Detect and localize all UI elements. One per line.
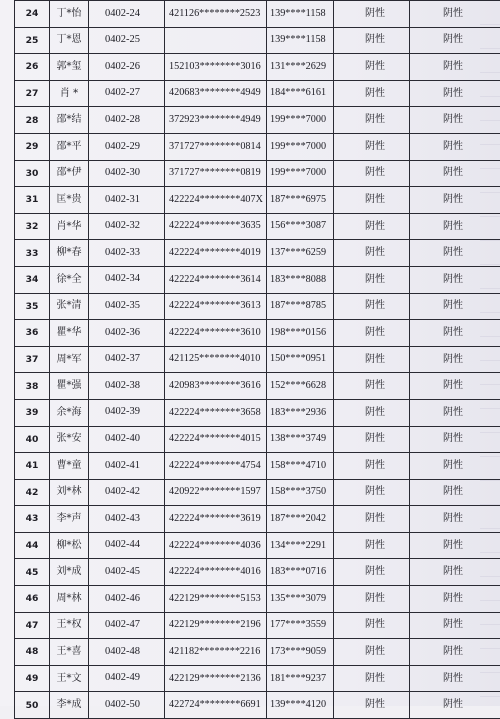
sample-code-cell: 0402-48	[89, 639, 165, 666]
phone-number-cell: 137****6259	[267, 240, 334, 267]
sample-code-cell: 0402-46	[89, 586, 165, 613]
sample-code-cell: 0402-40	[89, 426, 165, 453]
row-number-cell: 44	[15, 532, 50, 559]
table-row	[15, 160, 500, 187]
row-number-cell: 47	[15, 612, 50, 639]
phone-number-cell: 139****4120	[267, 692, 334, 719]
person-name-cell: 张*安	[50, 426, 89, 453]
sample-code-cell: 0402-26	[89, 54, 165, 81]
test-result-2-cell: 阴性	[410, 373, 500, 400]
test-result-2-cell: 阴性	[410, 692, 500, 719]
sample-code-cell: 0402-50	[89, 692, 165, 719]
person-name-cell: 周*林	[50, 586, 89, 613]
id-number-cell: 422224********3613	[165, 293, 267, 320]
sample-code-cell: 0402-27	[89, 80, 165, 107]
person-name-cell: 王*文	[50, 665, 89, 692]
sample-code-cell: 0402-44	[89, 532, 165, 559]
test-result-1-cell: 阴性	[334, 107, 410, 134]
row-number-cell: 28	[15, 107, 50, 134]
test-result-1-cell: 阴性	[334, 160, 410, 187]
id-number-cell: 422224********3614	[165, 266, 267, 293]
person-name-cell: 柳*松	[50, 532, 89, 559]
id-number-cell: 371727********0819	[165, 160, 267, 187]
test-result-2-cell: 阴性	[410, 586, 500, 613]
person-name-cell: 张*清	[50, 293, 89, 320]
row-number-cell: 24	[15, 1, 50, 28]
table-row	[15, 373, 500, 400]
table-row	[15, 293, 500, 320]
test-result-1-cell: 阴性	[334, 426, 410, 453]
row-number-cell: 41	[15, 453, 50, 480]
row-number-cell: 25	[15, 27, 50, 54]
id-number-cell: 422129********5153	[165, 586, 267, 613]
test-result-1-cell: 阴性	[334, 532, 410, 559]
test-result-1-cell: 阴性	[334, 453, 410, 480]
sample-code-cell: 0402-34	[89, 266, 165, 293]
test-result-2-cell: 阴性	[410, 187, 500, 214]
phone-number-cell: 183****2936	[267, 399, 334, 426]
sample-code-cell: 0402-36	[89, 320, 165, 347]
person-name-cell: 王*喜	[50, 639, 89, 666]
row-number-cell: 42	[15, 479, 50, 506]
sample-code-cell: 0402-45	[89, 559, 165, 586]
id-number-cell: 422224********407X	[165, 187, 267, 214]
row-number-cell: 40	[15, 426, 50, 453]
person-name-cell: 李*声	[50, 506, 89, 533]
id-number-cell: 422224********3635	[165, 213, 267, 240]
test-result-2-cell: 阴性	[410, 54, 500, 81]
test-result-2-cell: 阴性	[410, 479, 500, 506]
test-result-1-cell: 阴性	[334, 665, 410, 692]
id-number-cell: 422224********4036	[165, 532, 267, 559]
person-name-cell: 丁*怡	[50, 1, 89, 28]
phone-number-cell: 139****1158	[267, 27, 334, 54]
row-number-cell: 37	[15, 346, 50, 373]
id-number-cell: 152103********3016	[165, 54, 267, 81]
table-row	[15, 240, 500, 267]
table-row	[15, 692, 500, 719]
test-result-1-cell: 阴性	[334, 54, 410, 81]
test-result-2-cell: 阴性	[410, 346, 500, 373]
test-result-1-cell: 阴性	[334, 479, 410, 506]
phone-number-cell: 183****0716	[267, 559, 334, 586]
test-result-1-cell: 阴性	[334, 320, 410, 347]
sample-code-cell: 0402-32	[89, 213, 165, 240]
id-number-cell: 371727********0814	[165, 133, 267, 160]
test-result-1-cell: 阴性	[334, 612, 410, 639]
table-row	[15, 266, 500, 293]
test-result-1-cell: 阴性	[334, 373, 410, 400]
sample-code-cell: 0402-28	[89, 107, 165, 134]
table-row	[15, 133, 500, 160]
phone-number-cell: 199****7000	[267, 160, 334, 187]
test-result-2-cell: 阴性	[410, 320, 500, 347]
phone-number-cell: 173****9059	[267, 639, 334, 666]
row-number-cell: 30	[15, 160, 50, 187]
person-name-cell: 周*军	[50, 346, 89, 373]
id-number-cell: 422224********3619	[165, 506, 267, 533]
person-name-cell: 刘*成	[50, 559, 89, 586]
test-result-1-cell: 阴性	[334, 240, 410, 267]
row-number-cell: 43	[15, 506, 50, 533]
table-row	[15, 107, 500, 134]
table-row	[15, 54, 500, 81]
phone-number-cell: 183****8088	[267, 266, 334, 293]
phone-number-cell: 158****4710	[267, 453, 334, 480]
phone-number-cell: 177****3559	[267, 612, 334, 639]
sample-code-cell: 0402-47	[89, 612, 165, 639]
phone-number-cell: 152****6628	[267, 373, 334, 400]
row-number-cell: 34	[15, 266, 50, 293]
table-row	[15, 665, 500, 692]
id-number-cell: 422224********3610	[165, 320, 267, 347]
id-number-cell: 420983********3616	[165, 373, 267, 400]
id-number-cell: 421126********2523	[165, 1, 267, 28]
row-number-cell: 29	[15, 133, 50, 160]
person-name-cell: 徐*全	[50, 266, 89, 293]
test-result-2-cell: 阴性	[410, 559, 500, 586]
id-number-cell: 422224********4019	[165, 240, 267, 267]
sample-code-cell: 0402-29	[89, 133, 165, 160]
test-result-2-cell: 阴性	[410, 80, 500, 107]
person-name-cell: 肖*华	[50, 213, 89, 240]
test-result-1-cell: 阴性	[334, 266, 410, 293]
test-result-2-cell: 阴性	[410, 27, 500, 54]
test-result-2-cell: 阴性	[410, 665, 500, 692]
test-result-1-cell: 阴性	[334, 692, 410, 719]
person-name-cell: 瞿*强	[50, 373, 89, 400]
test-result-2-cell: 阴性	[410, 506, 500, 533]
table-row	[15, 586, 500, 613]
phone-number-cell: 131****2629	[267, 54, 334, 81]
id-number-cell: 372923********4949	[165, 107, 267, 134]
row-number-cell: 49	[15, 665, 50, 692]
sample-code-cell: 0402-39	[89, 399, 165, 426]
person-name-cell: 王*权	[50, 612, 89, 639]
row-number-cell: 31	[15, 187, 50, 214]
test-result-1-cell: 阴性	[334, 586, 410, 613]
row-number-cell: 38	[15, 373, 50, 400]
phone-number-cell: 138****3749	[267, 426, 334, 453]
test-result-1-cell: 阴性	[334, 293, 410, 320]
table-row	[15, 426, 500, 453]
person-name-cell: 邵*平	[50, 133, 89, 160]
sample-code-cell: 0402-35	[89, 293, 165, 320]
sample-code-cell: 0402-42	[89, 479, 165, 506]
id-number-cell: 420683********4949	[165, 80, 267, 107]
phone-number-cell: 139****1158	[267, 1, 334, 28]
row-number-cell: 32	[15, 213, 50, 240]
phone-number-cell: 150****0951	[267, 346, 334, 373]
row-number-cell: 45	[15, 559, 50, 586]
test-result-2-cell: 阴性	[410, 639, 500, 666]
test-result-2-cell: 阴性	[410, 293, 500, 320]
test-result-2-cell: 阴性	[410, 426, 500, 453]
phone-number-cell: 135****3079	[267, 586, 334, 613]
id-number-cell: 422224********4015	[165, 426, 267, 453]
sample-code-cell: 0402-37	[89, 346, 165, 373]
sample-code-cell: 0402-24	[89, 1, 165, 28]
row-number-cell: 48	[15, 639, 50, 666]
table-row	[15, 1, 500, 28]
id-number-cell	[165, 27, 267, 54]
table-row	[15, 453, 500, 480]
test-result-1-cell: 阴性	[334, 187, 410, 214]
test-result-1-cell: 阴性	[334, 559, 410, 586]
row-number-cell: 27	[15, 80, 50, 107]
test-result-1-cell: 阴性	[334, 213, 410, 240]
test-result-2-cell: 阴性	[410, 532, 500, 559]
table-body	[15, 1, 500, 719]
id-number-cell: 422129********2136	[165, 665, 267, 692]
test-result-2-cell: 阴性	[410, 1, 500, 28]
phone-number-cell: 187****8785	[267, 293, 334, 320]
table-row	[15, 506, 500, 533]
row-number-cell: 35	[15, 293, 50, 320]
test-result-2-cell: 阴性	[410, 266, 500, 293]
test-result-2-cell: 阴性	[410, 453, 500, 480]
test-result-1-cell: 阴性	[334, 399, 410, 426]
id-number-cell: 422224********4016	[165, 559, 267, 586]
person-name-cell: 柳*春	[50, 240, 89, 267]
table-row	[15, 213, 500, 240]
table-row	[15, 639, 500, 666]
id-number-cell: 420922********1597	[165, 479, 267, 506]
person-name-cell: 郭*玺	[50, 54, 89, 81]
sample-code-cell: 0402-49	[89, 665, 165, 692]
person-name-cell: 曹*童	[50, 453, 89, 480]
person-name-cell: 肖 *	[50, 80, 89, 107]
person-name-cell: 瞿*华	[50, 320, 89, 347]
test-result-1-cell: 阴性	[334, 506, 410, 533]
table-row	[15, 187, 500, 214]
test-result-1-cell: 阴性	[334, 1, 410, 28]
person-name-cell: 邵*结	[50, 107, 89, 134]
test-result-2-cell: 阴性	[410, 399, 500, 426]
id-number-cell: 422224********3658	[165, 399, 267, 426]
test-result-2-cell: 阴性	[410, 107, 500, 134]
row-number-cell: 33	[15, 240, 50, 267]
phone-number-cell: 187****6975	[267, 187, 334, 214]
row-number-cell: 39	[15, 399, 50, 426]
id-number-cell: 422129********2196	[165, 612, 267, 639]
test-result-2-cell: 阴性	[410, 160, 500, 187]
table-row	[15, 559, 500, 586]
person-name-cell: 余*海	[50, 399, 89, 426]
test-result-2-cell: 阴性	[410, 133, 500, 160]
sample-code-cell: 0402-25	[89, 27, 165, 54]
phone-number-cell: 187****2042	[267, 506, 334, 533]
phone-number-cell: 199****7000	[267, 107, 334, 134]
row-number-cell: 50	[15, 692, 50, 719]
test-result-2-cell: 阴性	[410, 213, 500, 240]
row-number-cell: 46	[15, 586, 50, 613]
id-number-cell: 422724********6691	[165, 692, 267, 719]
table-row	[15, 346, 500, 373]
test-result-2-cell: 阴性	[410, 240, 500, 267]
id-number-cell: 421182********2216	[165, 639, 267, 666]
test-result-2-cell: 阴性	[410, 612, 500, 639]
phone-number-cell: 184****6161	[267, 80, 334, 107]
person-name-cell: 匡*贵	[50, 187, 89, 214]
phone-number-cell: 181****9237	[267, 665, 334, 692]
test-result-1-cell: 阴性	[334, 80, 410, 107]
test-result-1-cell: 阴性	[334, 27, 410, 54]
sample-code-cell: 0402-41	[89, 453, 165, 480]
person-name-cell: 刘*林	[50, 479, 89, 506]
table-row	[15, 320, 500, 347]
person-name-cell: 丁*恩	[50, 27, 89, 54]
row-number-cell: 26	[15, 54, 50, 81]
test-results-table	[14, 0, 500, 719]
sample-code-cell: 0402-43	[89, 506, 165, 533]
test-result-1-cell: 阴性	[334, 133, 410, 160]
table-row	[15, 479, 500, 506]
id-number-cell: 421125********4010	[165, 346, 267, 373]
phone-number-cell: 156****3087	[267, 213, 334, 240]
sample-code-cell: 0402-33	[89, 240, 165, 267]
table-row	[15, 399, 500, 426]
table-row	[15, 27, 500, 54]
table-row	[15, 532, 500, 559]
phone-number-cell: 198****0156	[267, 320, 334, 347]
person-name-cell: 邵*伊	[50, 160, 89, 187]
sample-code-cell: 0402-30	[89, 160, 165, 187]
id-number-cell: 422224********4754	[165, 453, 267, 480]
table-row	[15, 612, 500, 639]
row-number-cell: 36	[15, 320, 50, 347]
sample-code-cell: 0402-38	[89, 373, 165, 400]
phone-number-cell: 158****3750	[267, 479, 334, 506]
sample-code-cell: 0402-31	[89, 187, 165, 214]
test-result-1-cell: 阴性	[334, 639, 410, 666]
person-name-cell: 李*成	[50, 692, 89, 719]
phone-number-cell: 134****2291	[267, 532, 334, 559]
test-result-1-cell: 阴性	[334, 346, 410, 373]
phone-number-cell: 199****7000	[267, 133, 334, 160]
table-row	[15, 80, 500, 107]
